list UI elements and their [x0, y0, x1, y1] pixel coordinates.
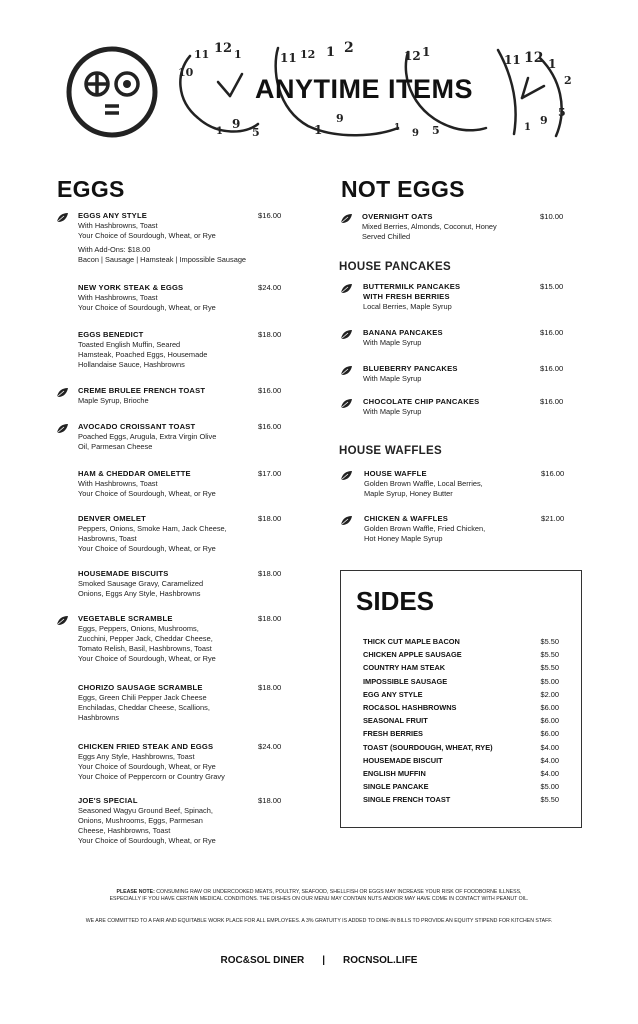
item-name: CHICKEN FRIED STEAK AND EGGS: [78, 742, 214, 751]
item-description: Your Choice of Sourdough, Wheat, or Rye: [78, 303, 216, 312]
side-price: $4.00: [540, 742, 559, 752]
item-description: Seasoned Wagyu Ground Beef, Spinach,: [78, 806, 213, 815]
item-description: Enchiladas, Cheddar Cheese, Scallions,: [78, 703, 210, 712]
side-item: [363, 729, 559, 741]
item-price: $24.00: [258, 742, 282, 751]
svg-text:1: 1: [422, 45, 431, 59]
side-item: [363, 795, 559, 807]
item-description: With Hashbrowns, Toast: [78, 479, 158, 488]
item-description: With Maple Syrup: [363, 407, 422, 416]
face-logo-icon: [66, 46, 158, 138]
item-description: Golden Brown Waffle, Local Berries,: [364, 479, 483, 488]
svg-text:5: 5: [252, 126, 260, 139]
side-price: $5.00: [540, 782, 559, 792]
svg-text:9: 9: [336, 112, 344, 125]
item-description: Your Choice of Sourdough, Wheat, or Rye: [78, 544, 216, 553]
note-line-2: ESPECIALLY IF YOU HAVE CERTAIN MEDICAL CONDITIONS. THE DISHES ON OUR MENU MAY CONTAIN NUTS AND/OR MAY HAVE COME IN CONTACT WITH PEANUT OIL.: [109, 896, 529, 902]
item-price: $16.00: [540, 328, 564, 337]
item-description: Hot Honey Maple Syrup: [364, 534, 443, 543]
svg-text:1: 1: [234, 48, 242, 61]
item-price: $21.00: [541, 514, 565, 523]
side-name: IMPOSSIBLE SAUSAGE: [363, 676, 448, 686]
item-price: $16.00: [258, 386, 282, 395]
side-item: [363, 769, 559, 781]
side-price: $5.00: [540, 676, 559, 686]
svg-text:2: 2: [564, 74, 572, 87]
svg-text:1: 1: [314, 123, 323, 137]
item-name-line-2: WITH FRESH BERRIES: [363, 292, 450, 301]
item-description: Your Choice of Sourdough, Wheat, or Rye: [78, 231, 216, 240]
allergy-note: [50, 889, 588, 903]
leaf-icon: [56, 210, 69, 221]
footer: [0, 955, 638, 966]
side-item: [363, 756, 559, 768]
item-name: VEGETABLE SCRAMBLE: [78, 614, 173, 623]
item-description: Onions, Eggs Any Style, Hashbrowns: [78, 589, 201, 598]
side-item: [363, 690, 559, 702]
svg-text:10: 10: [178, 66, 194, 79]
item-name: BANANA PANCAKES: [363, 328, 443, 337]
not-eggs-heading: NOT EGGS: [341, 176, 465, 202]
item-name: EGGS BENEDICT: [78, 330, 144, 339]
svg-text:1: 1: [394, 123, 401, 133]
side-name: SEASONAL FRUIT: [363, 716, 428, 726]
svg-text:11: 11: [280, 51, 297, 65]
item-name: CHOCOLATE CHIP PANCAKES: [363, 397, 480, 406]
item-description: Maple Syrup, Honey Butter: [364, 489, 453, 498]
item-description: Zucchini, Pepper Jack, Cheddar Cheese,: [78, 634, 213, 643]
leaf-icon: [340, 513, 353, 524]
page-title: ANYTIME ITEMS: [255, 74, 474, 104]
side-price: $6.00: [540, 703, 559, 712]
svg-text:5: 5: [432, 124, 440, 137]
svg-text:1: 1: [548, 57, 557, 71]
side-name: TOAST (SOURDOUGH, WHEAT, RYE): [363, 742, 493, 752]
item-description: Hashbrowns: [78, 713, 120, 722]
item-description: Your Choice of Sourdough, Wheat, or Rye: [78, 654, 216, 663]
leaf-icon: [56, 385, 69, 396]
eggs-heading: EGGS: [57, 176, 125, 202]
svg-text:12: 12: [300, 48, 316, 61]
leaf-icon: [56, 613, 69, 624]
item-description: Cheese, Hashbrowns, Toast: [78, 826, 171, 835]
leaf-icon: [340, 281, 353, 292]
item-description: Toasted English Muffin, Seared: [78, 340, 181, 349]
leaf-icon: [340, 396, 353, 407]
item-description: Peppers, Onions, Smoke Ham, Jack Cheese,: [78, 524, 227, 533]
item-name: CREME BRULEE FRENCH TOAST: [78, 386, 206, 395]
item-description: Poached Eggs, Arugula, Extra Virgin Olive: [78, 432, 217, 441]
svg-text:12: 12: [524, 50, 544, 66]
item-name: BLUEBERRY PANCAKES: [363, 364, 458, 373]
item-add-ons: With Add-Ons: $18.00: [78, 245, 151, 254]
item-price: $15.00: [540, 282, 564, 291]
item-name: AVOCADO CROISSANT TOAST: [78, 422, 196, 431]
svg-text:1: 1: [326, 45, 336, 60]
footer-brand: ROC&SOL DINER: [220, 955, 305, 966]
waffles-heading: HOUSE WAFFLES: [339, 445, 442, 457]
item-description: Eggs Any Style, Hashbrowns, Toast: [78, 752, 195, 761]
item-name: HOUSEMADE BISCUITS: [78, 569, 169, 578]
item-name: BUTTERMILK PANCAKES: [363, 282, 461, 291]
item-price: $16.00: [258, 211, 282, 220]
item-description: Your Choice of Sourdough, Wheat, or Rye: [78, 762, 216, 771]
item-description: Onions, Mushrooms, Eggs, Parmesan: [78, 816, 203, 825]
side-price: $5.50: [540, 663, 559, 673]
item-description: Oil, Parmesan Cheese: [78, 442, 153, 451]
item-price: $18.00: [258, 683, 282, 692]
side-price: $6.00: [540, 716, 559, 726]
item-description: With Maple Syrup: [363, 374, 422, 383]
item-name: CHORIZO SAUSAGE SCRAMBLE: [78, 683, 203, 692]
svg-text:1: 1: [216, 126, 223, 137]
side-price: $5.50: [540, 637, 559, 646]
side-item: [363, 716, 559, 728]
side-item: [363, 650, 559, 662]
item-price: $16.00: [541, 469, 565, 478]
item-price: $18.00: [258, 330, 282, 339]
item-description: With Maple Syrup: [363, 338, 422, 347]
side-name: ROC&SOL HASHBROWNS: [363, 703, 457, 712]
item-description: Your Choice of Peppercorn or Country Gravy: [78, 772, 225, 781]
item-description: Tomato Relish, Basil, Hashbrowns, Toast: [78, 644, 212, 653]
item-description: Eggs, Peppers, Onions, Mushrooms,: [78, 624, 199, 633]
leaf-icon: [340, 211, 353, 222]
item-description: Your Choice of Sourdough, Wheat, or Rye: [78, 836, 216, 845]
leaf-icon: [340, 468, 353, 479]
side-item: [363, 782, 559, 794]
svg-text:2: 2: [344, 40, 354, 56]
side-name: ENGLISH MUFFIN: [363, 769, 426, 778]
item-price: $18.00: [258, 514, 282, 523]
item-description: With Hashbrowns, Toast: [78, 221, 158, 230]
side-name: THICK CUT MAPLE BACON: [363, 637, 460, 646]
item-price: $16.00: [258, 422, 282, 431]
item-name: HAM & CHEDDAR OMELETTE: [78, 469, 191, 478]
svg-text:9: 9: [412, 128, 419, 139]
svg-text:11: 11: [504, 53, 521, 67]
leaf-icon: [56, 421, 69, 432]
item-description: Golden Brown Waffle, Fried Chicken,: [364, 524, 486, 533]
svg-text:9: 9: [232, 117, 241, 131]
footer-separator: |: [322, 955, 326, 966]
item-description: Eggs, Green Chili Pepper Jack Cheese: [78, 693, 207, 702]
equity-note: WE ARE COMMITTED TO A FAIR AND EQUITABLE WORK PLACE FOR ALL EMPLOYEES. A 3% GRATUITY IS ADDED TO DINE-IN BILLS TO PROVIDE AN EQUITY STIPEND FOR KITCHEN STAFF.: [85, 918, 553, 924]
svg-text:12: 12: [214, 41, 233, 56]
item-description: Served Chilled: [362, 232, 411, 241]
side-item: [363, 677, 559, 689]
item-name: HOUSE WAFFLE: [364, 469, 427, 478]
item-price: $18.00: [258, 614, 282, 623]
svg-text:5: 5: [558, 106, 566, 119]
item-description: Hasbrowns, Toast: [78, 534, 137, 543]
item-description: With Hashbrowns, Toast: [78, 293, 158, 302]
side-item: [363, 743, 559, 755]
item-price: $10.00: [540, 212, 564, 221]
side-item: [363, 637, 559, 649]
svg-text:9: 9: [540, 114, 548, 127]
item-description: Your Choice of Sourdough, Wheat, or Rye: [78, 489, 216, 498]
svg-text:12: 12: [404, 49, 421, 63]
item-name: OVERNIGHT OATS: [362, 212, 433, 221]
side-name: FRESH BERRIES: [363, 729, 423, 739]
side-item: [363, 663, 559, 675]
side-price: $4.00: [540, 755, 559, 765]
item-price: $16.00: [540, 364, 564, 373]
item-description: Hollandaise Sauce, Hashbrowns: [78, 360, 185, 369]
item-price: $17.00: [258, 469, 282, 478]
note-label: PLEASE NOTE:: [116, 889, 155, 895]
svg-text:11: 11: [194, 48, 210, 61]
item-name: EGGS ANY STYLE: [78, 211, 148, 220]
side-price: $4.00: [540, 769, 559, 778]
side-name: SINGLE PANCAKE: [363, 782, 429, 792]
note-line-1: CONSUMING RAW OR UNDERCOOKED MEATS, POULTRY, SEAFOOD, SHELLFISH OR EGGS MAY INCREASE YOUR RISK OF FOODBORNE ILLNESS,: [156, 889, 522, 895]
item-name: CHICKEN & WAFFLES: [364, 514, 448, 523]
item-description: Mixed Berries, Almonds, Coconut, Honey: [362, 222, 497, 231]
item-price: $16.00: [540, 397, 564, 406]
side-price: $6.00: [540, 729, 559, 739]
item-description: Local Berries, Maple Syrup: [363, 302, 452, 311]
side-name: CHICKEN APPLE SAUSAGE: [363, 650, 462, 660]
side-name: HOUSEMADE BISCUIT: [363, 755, 443, 765]
side-price: $5.50: [540, 650, 559, 660]
item-description: Maple Syrup, Brioche: [78, 396, 149, 405]
item-description: Smoked Sausage Gravy, Caramelized: [78, 579, 204, 588]
item-price: $18.00: [258, 796, 282, 805]
svg-text:1: 1: [524, 122, 531, 133]
side-price: $5.50: [540, 795, 559, 805]
side-name: SINGLE FRENCH TOAST: [363, 795, 451, 805]
leaf-icon: [340, 363, 353, 374]
item-name: NEW YORK STEAK & EGGS: [78, 283, 184, 292]
item-add-ons: Bacon | Sausage | Hamsteak | Impossible Sausage: [78, 255, 247, 264]
side-name: EGG ANY STYLE: [363, 689, 423, 699]
side-name: COUNTRY HAM STEAK: [363, 663, 446, 673]
side-item: [363, 703, 559, 715]
sides-heading: SIDES: [356, 586, 435, 616]
item-name: JOE'S SPECIAL: [78, 796, 138, 805]
item-price: $24.00: [258, 283, 282, 292]
item-name: DENVER OMELET: [78, 514, 146, 523]
item-price: $18.00: [258, 569, 282, 578]
item-description: Hamsteak, Poached Eggs, Housemade: [78, 350, 208, 359]
side-price: $2.00: [540, 689, 559, 699]
pancakes-heading: HOUSE PANCAKES: [339, 261, 451, 273]
footer-website-link[interactable]: ROCNSOL.LIFE: [343, 955, 418, 966]
leaf-icon: [340, 327, 353, 338]
